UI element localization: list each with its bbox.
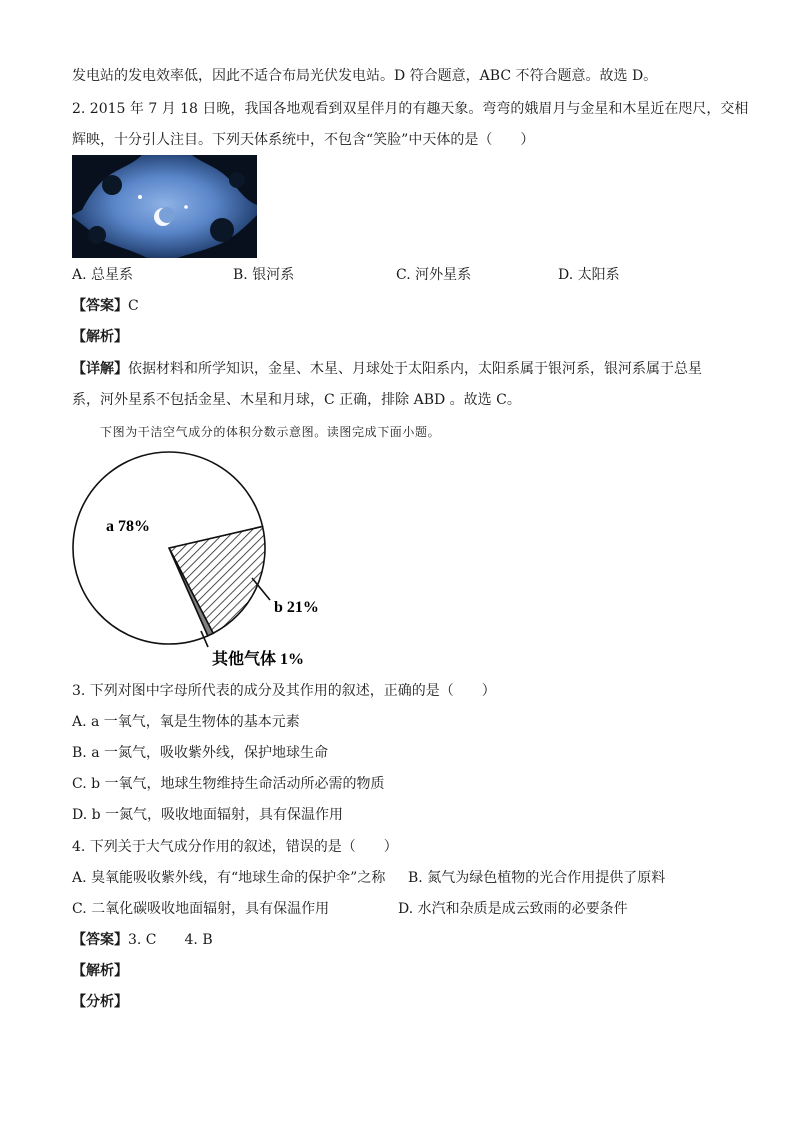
q2-option-a-text: 总星系 [91, 267, 134, 283]
q4-stem: 4. 下列关于大气成分作用的叙述，错误的是（ ） [72, 839, 398, 855]
q2-detail-text1: 依据材料和所学知识，金星、木星、月球处于太阳系内，太阳系属于银河系，银河系属于总星 [128, 361, 702, 377]
q2-option-a-letter: A. [72, 267, 87, 283]
q2-option-a [72, 266, 133, 284]
q2-stem-line1: 2. 2015 年 7 月 18 日晚，我国各地观看到双星伴月的有趣天象。弯弯的娥眉月与金星和木星近在咫尺，交相 [72, 101, 749, 117]
q4-option-d: D. 水汽和杂质是成云致雨的必要条件 [398, 901, 628, 917]
q34-analysis-label: 【解析】 [72, 963, 128, 979]
q3-option-a: A. a 一氧气，氧是生物体的基本元素 [72, 714, 300, 730]
q2-option-c [396, 266, 471, 284]
q34-answer-label: 【答案】 [72, 932, 128, 948]
q2-detail-line1 [72, 360, 702, 378]
q2-option-d-letter: D. [558, 267, 574, 283]
q2-answer [72, 297, 139, 315]
q4-option-b: B. 氮气为绿色植物的光合作用提供了原料 [408, 870, 666, 886]
air-composition-pie-chart [62, 448, 352, 678]
q34-answer [72, 931, 213, 949]
q2-option-b [233, 266, 294, 284]
q4-option-a: A. 臭氧能吸收紫外线，有“地球生命的保护伞”之称 [72, 870, 386, 886]
q2-answer-value: C [128, 298, 139, 314]
q3-option-c: C. b 一氧气，地球生物维持生命活动所必需的物质 [72, 776, 385, 792]
q4-option-c: C. 二氧化碳吸收地面辐射，具有保温作用 [72, 901, 330, 917]
q2-option-d [558, 266, 620, 284]
pie-label-other: 其他气体 1% [212, 651, 305, 668]
q34-answer-value: 3. C 4. B [128, 932, 213, 948]
q3-stem: 3. 下列对图中字母所代表的成分及其作用的叙述，正确的是（ ） [72, 683, 496, 699]
q2-option-b-letter: B. [233, 267, 248, 283]
q3-option-b: B. a 一氮气，吸收紫外线，保护地球生命 [72, 745, 328, 761]
q2-analysis-label: 【解析】 [72, 329, 128, 345]
q2-answer-label: 【答案】 [72, 298, 128, 314]
q2-detail-line2: 系，河外星系不包括金星、木星和月球，C 正确，排除 ABD 。故选 C。 [72, 392, 521, 408]
moon-and-planets-photo [72, 155, 257, 258]
q2-detail-label: 【详解】 [72, 361, 128, 377]
q2-stem-line2: 辉映，十分引人注目。下列天体系统中，不包含“笑脸”中天体的是（ ） [72, 132, 535, 148]
intro-text: 发电站的发电效率低，因此不适合布局光伏发电站。D 符合题意，ABC 不符合题意。故选 D。 [72, 68, 658, 84]
q34-fenxi-label: 【分析】 [72, 994, 128, 1010]
q2-option-c-letter: C. [396, 267, 411, 283]
q2-option-d-text: 太阳系 [577, 267, 620, 283]
pie-label-a: a 78% [106, 518, 150, 535]
q2-option-b-text: 银河系 [252, 267, 295, 283]
q2-option-c-text: 河外星系 [415, 267, 472, 283]
figure-note: 下图为干洁空气成分的体积分数示意图。读图完成下面小题。 [100, 425, 441, 439]
pie-label-b: b 21% [274, 599, 319, 616]
q3-option-d: D. b 一氮气，吸收地面辐射，具有保温作用 [72, 807, 344, 823]
moon-and-two-planets-photo-icon [72, 155, 257, 258]
